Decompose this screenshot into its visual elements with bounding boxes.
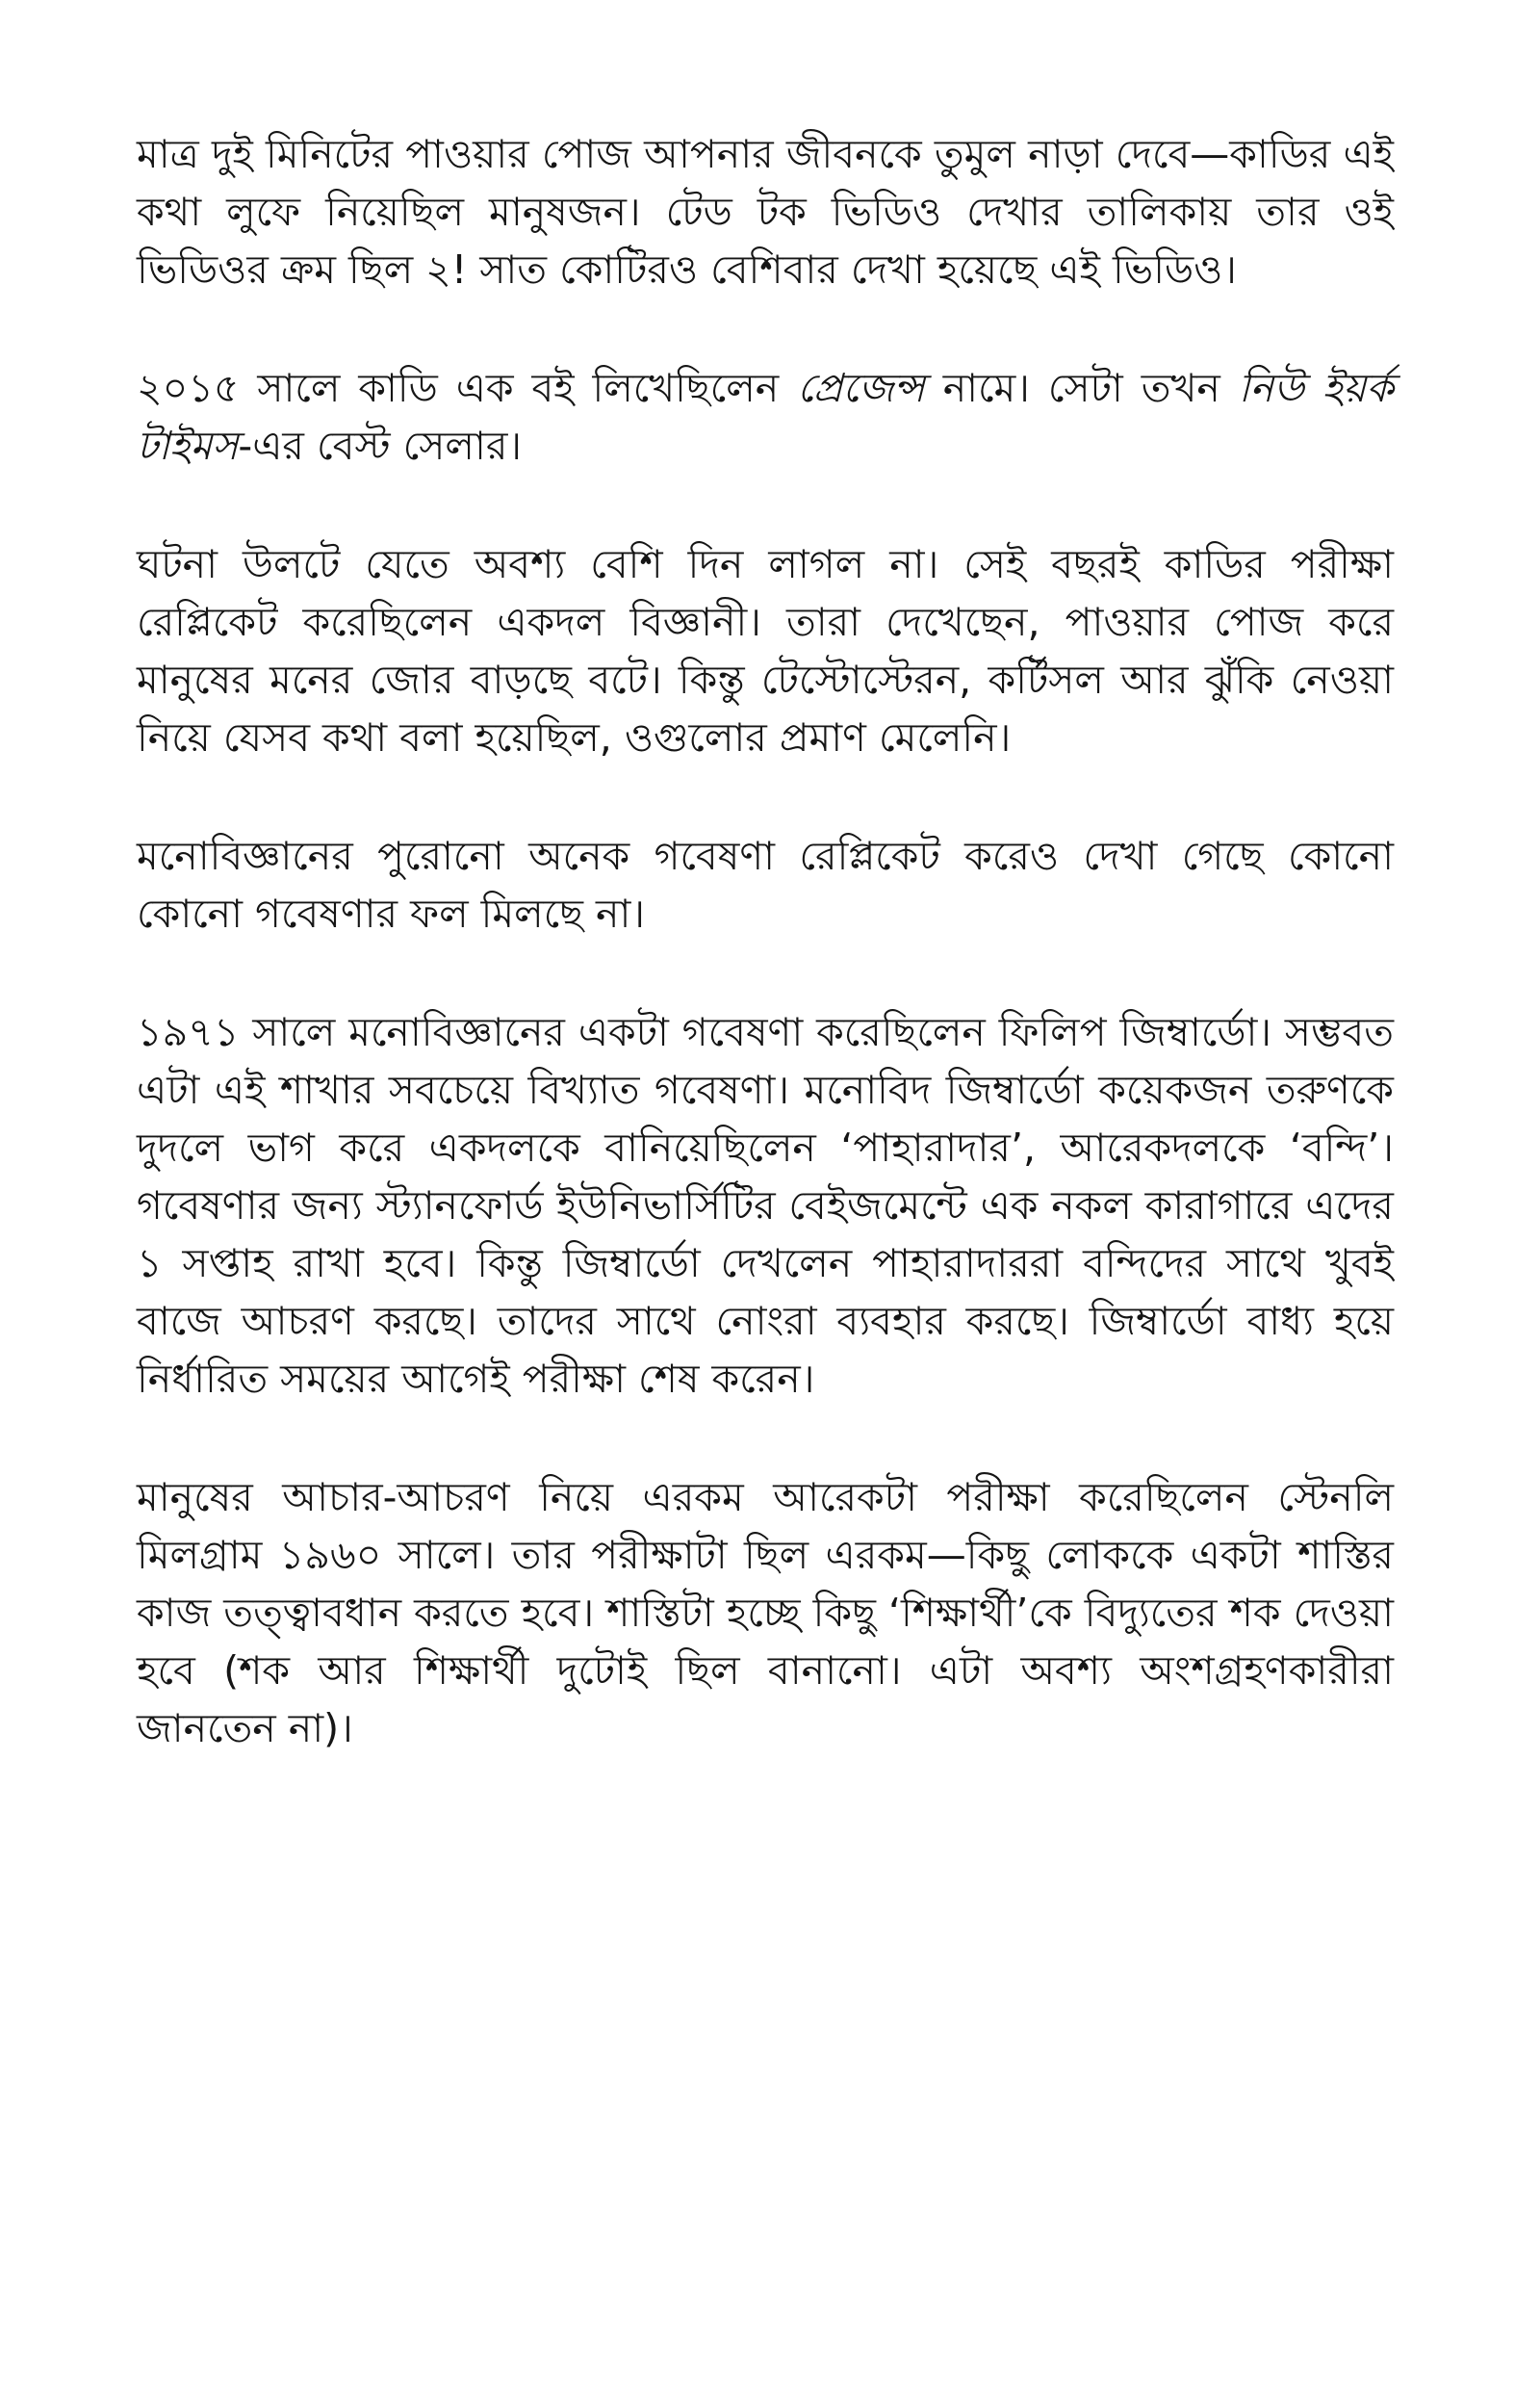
- paragraph-power-pose: মাত্র দুই মিনিটের পাওয়ার পোজ আপনার জীবনকে তুমুল নাড়া দেবে—কাডির এই কথা লুফে নিয়েছিল মানুষজন। টেড টক ভিডিও দেখার তালিকায় তার ওই ভিডিওর ক্রম ছিল ২! সাত কোটিরও বেশিবার দেখা হয়েছে এই ভিডিও।: [137, 131, 1394, 293]
- paragraph-presence-book: [137, 359, 1394, 475]
- newspaper-title-nyt: নিউ ইয়র্ক টাইমস: [137, 365, 1394, 469]
- paragraph-zimbardo: ১৯৭১ সালে মনোবিজ্ঞানের একটা গবেষণা করেছিলেন ফিলিপ জিম্বার্ডো। সম্ভবত এটা এই শাখার সবচেয়ে বিখ্যাত গবেষণা। মনোবিদ জিম্বার্ডো কয়েকজন তরুণকে দুদলে ভাগ করে একদলকে বানিয়েছিলেন ‘পাহারাদার’, আরেকদলকে ‘বন্দি’। গবেষণার জন্য স্ট্যানফোর্ড ইউনিভার্সিটির বেইজমেন্টে এক নকল কারাগারে এদের ১ সপ্তাহ রাখা হবে। কিন্তু জিম্বার্ডো দেখলেন পাহারাদাররা বন্দিদের সাথে খুবই বাজে আচরণ করছে। তাদের সাথে নোংরা ব্যবহার করছে। জিম্বার্ডো বাধ্য হয়ে নির্ধারিত সময়ের আগেই পরীক্ষা শেষ করেন।: [137, 1009, 1394, 1402]
- book-page: [137, 125, 1394, 1757]
- paragraph-presence-part3: -এর বেস্ট সেলার।: [238, 423, 523, 469]
- paragraph-psychology-replication: মনোবিজ্ঞানের পুরোনো অনেক গবেষণা রেপ্লিকেট করেও দেখা গেছে কোনো কোনো গবেষণার ফল মিলছে না।: [137, 833, 1394, 937]
- paragraph-presence-part2: নামে। সেটা তখন: [924, 365, 1239, 411]
- paragraph-presence-part1: ২০১৫ সালে কাডি এক বই লিখেছিলেন: [137, 365, 798, 411]
- paragraph-milgram: মানুষের আচার-আচরণ নিয়ে এরকম আরেকটা পরীক্ষা করেছিলেন স্টেনলি মিলগ্রাম ১৯৬০ সালে। তার পরীক্ষাটা ছিল এরকম—কিছু লোককে একটা শাস্তির কাজ তত্ত্বাবধান করতে হবে। শাস্তিটা হচ্ছে কিছু ‘শিক্ষার্থী’কে বিদ্যুতের শক দেওয়া হবে (শক আর শিক্ষার্থী দুটোই ছিল বানানো। এটা অবশ্য অংশগ্রহণকারীরা জানতেন না)।: [137, 1474, 1394, 1751]
- paragraph-replication: ঘটনা উলটে যেতে অবশ্য বেশি দিন লাগল না। সেই বছরই কাডির পরীক্ষা রেপ্লিকেট করেছিলেন একদল বিজ্ঞানী। তারা দেখেছেন, পাওয়ার পোজ করে মানুষের মনের জোর বাড়ছে বটে। কিন্তু টেস্টোস্টেরন, কর্টিসল আর ঝুঁকি নেওয়া নিয়ে যেসব কথা বলা হয়েছিল, ওগুলোর প্রমাণ মেলেনি।: [137, 541, 1394, 761]
- book-title-presence: প্রেজেন্স: [797, 365, 925, 411]
